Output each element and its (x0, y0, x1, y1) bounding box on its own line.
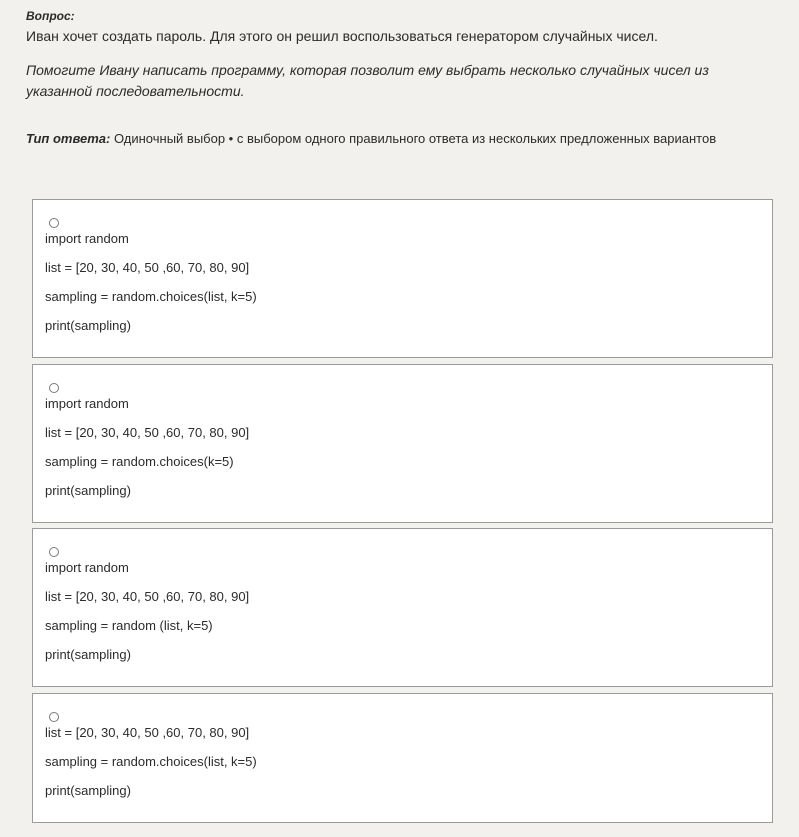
code-line: print(sampling) (45, 483, 131, 498)
code-line: print(sampling) (45, 318, 131, 333)
question-text: Иван хочет создать пароль. Для этого он решил воспользоваться генератором случайных чисел. (26, 28, 658, 44)
code-line: sampling = random (list, k=5) (45, 618, 213, 633)
code-line: sampling = random.choices(list, k=5) (45, 289, 257, 304)
code-line: sampling = random.choices(k=5) (45, 454, 234, 469)
code-line: print(sampling) (45, 783, 131, 798)
code-line: sampling = random.choices(list, k=5) (45, 754, 257, 769)
option-2-code (45, 395, 249, 511)
question-hint: Помогите Ивану написать программу, которая позволит ему выбрать несколько случайных чисел из указанной последовательности. (26, 62, 709, 99)
answer-option-2[interactable] (32, 364, 773, 523)
code-line: print(sampling) (45, 647, 131, 662)
answer-type-label: Тип ответа: (26, 131, 111, 146)
code-line: list = [20, 30, 40, 50 ,60, 70, 80, 90] (45, 589, 250, 604)
question-label: Вопрос: (26, 9, 75, 23)
option-4-radio[interactable] (49, 712, 59, 722)
code-line: import random (45, 231, 129, 246)
answer-type (26, 130, 716, 148)
code-line: list = [20, 30, 40, 50 ,60, 70, 80, 90] (45, 260, 250, 275)
option-1-code (45, 230, 257, 346)
code-line: import random (45, 560, 129, 575)
answer-option-4[interactable] (32, 693, 773, 823)
code-line: import random (45, 396, 129, 411)
option-1-radio[interactable] (49, 218, 59, 228)
code-line: list = [20, 30, 40, 50 ,60, 70, 80, 90] (45, 425, 250, 440)
option-2-radio[interactable] (49, 383, 59, 393)
answer-type-value: Одиночный выбор • с выбором одного правильного ответа из нескольких предложенных вариантов (113, 131, 717, 146)
code-line: list = [20, 30, 40, 50 ,60, 70, 80, 90] (45, 725, 250, 740)
option-4-code (45, 724, 257, 811)
answer-option-1[interactable] (32, 199, 773, 358)
answer-option-3[interactable] (32, 528, 773, 687)
option-3-radio[interactable] (49, 547, 59, 557)
option-3-code (45, 559, 249, 675)
